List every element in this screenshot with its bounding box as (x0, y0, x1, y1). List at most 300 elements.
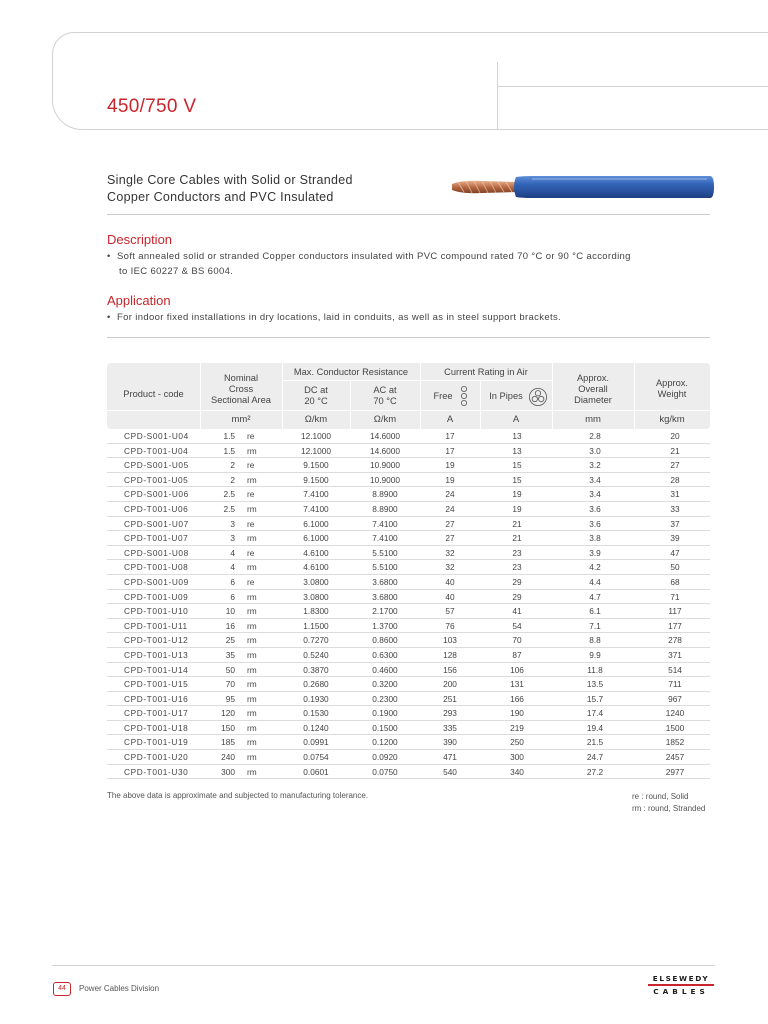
cell-diameter: 3.4 (589, 474, 601, 485)
cell-ac: 10.9000 (370, 474, 400, 485)
cell-code: CPD-S001-U05 (124, 460, 189, 471)
cell-area: 1.5 (223, 445, 235, 456)
th-product-code: Product - code (123, 389, 184, 399)
cell-weight: 1240 (665, 708, 685, 719)
cell-weight: 37 (670, 518, 680, 529)
unit-free: A (446, 414, 454, 425)
cell-diameter: 3.2 (589, 460, 601, 471)
th-free: Free (433, 391, 453, 401)
cell-weight: 20 (670, 431, 680, 441)
cell-type: re (247, 489, 255, 500)
cell-type: rm (247, 722, 257, 733)
table-row (107, 706, 710, 721)
cell-area: 16 (225, 620, 235, 631)
cell-type: rm (247, 679, 257, 690)
cell-code: CPD-S001-U08 (124, 547, 189, 558)
cell-weight: 514 (668, 664, 682, 675)
cell-weight: 47 (670, 547, 680, 558)
cell-dc: 0.1530 (303, 708, 329, 719)
cell-free: 156 (443, 664, 457, 675)
cell-dc: 0.0601 (303, 766, 329, 777)
cell-area: 95 (225, 693, 235, 704)
table-row (107, 502, 710, 517)
th-weight-line-2: Weight (657, 389, 687, 399)
th-current-rating: Current Rating in Air (444, 367, 528, 377)
cell-code: CPD-T001-U06 (124, 503, 189, 514)
cell-area: 3 (230, 533, 235, 544)
cell-dc: 1.1500 (303, 620, 329, 631)
cell-ac: 7.4100 (372, 518, 398, 529)
logo-bar (648, 984, 714, 986)
cell-pipes: 29 (512, 576, 522, 587)
unit-pipes: A (512, 414, 520, 425)
cell-code: CPD-T001-U09 (124, 591, 189, 602)
cell-dc: 0.1930 (303, 693, 329, 704)
cell-weight: 177 (668, 620, 682, 631)
cell-ac: 1.3700 (372, 620, 398, 631)
company-logo (648, 974, 714, 996)
description-text (107, 249, 715, 279)
tolerance-note: The above data is approximate and subjected to manufacturing tolerance. (107, 791, 369, 800)
unit-area: mm² (231, 414, 251, 425)
cell-dc: 0.0754 (303, 752, 329, 763)
cell-code: CPD-T001-U19 (124, 737, 189, 748)
cell-pipes: 41 (512, 606, 522, 617)
cell-diameter: 24.7 (586, 752, 604, 763)
cell-code: CPD-S001-U04 (124, 431, 189, 441)
bullet-icon: • (107, 251, 111, 262)
table-row (107, 517, 710, 532)
unit-dc: Ω/km (304, 414, 328, 425)
cell-diameter: 3.4 (589, 489, 601, 500)
cell-weight: 278 (668, 635, 682, 646)
cell-pipes: 13 (512, 445, 522, 456)
cell-type: re (247, 431, 255, 441)
cell-ac: 3.6800 (372, 591, 398, 602)
cell-code: CPD-T001-U12 (124, 635, 189, 646)
cell-code: CPD-T001-U08 (124, 562, 189, 573)
unit-ac: Ω/km (373, 414, 397, 425)
cell-pipes: 219 (510, 722, 524, 733)
cell-pipes: 19 (512, 489, 522, 500)
cell-ac: 0.1900 (372, 708, 398, 719)
logo-line-2: CABLES (653, 987, 709, 996)
cell-ac: 0.3200 (372, 679, 398, 690)
cell-pipes: 54 (512, 620, 522, 631)
cell-dc: 12.1000 (301, 445, 331, 456)
cell-type: rm (247, 562, 257, 573)
cell-ac: 0.0920 (372, 752, 398, 763)
cell-diameter: 8.8 (589, 635, 601, 646)
cell-area: 1.5 (223, 431, 235, 441)
cell-free: 540 (443, 766, 457, 777)
th-diameter-line-2: Overall (578, 384, 608, 394)
cell-code: CPD-T001-U13 (124, 649, 189, 660)
cell-code: CPD-T001-U04 (124, 445, 189, 456)
cell-free: 27 (445, 533, 455, 544)
cell-weight: 50 (670, 562, 680, 573)
cell-type: rm (247, 620, 257, 631)
th-in-pipes: In Pipes (489, 391, 523, 401)
cell-area: 3 (230, 518, 235, 529)
cell-pipes: 87 (512, 649, 522, 660)
cell-diameter: 9.9 (589, 649, 601, 660)
cell-free: 24 (445, 489, 455, 500)
cell-ac: 5.5100 (372, 562, 398, 573)
th-dc (282, 385, 350, 407)
cell-pipes: 70 (512, 635, 522, 646)
cell-dc: 1.8300 (303, 606, 329, 617)
cell-code: CPD-T001-U16 (124, 693, 189, 704)
cell-ac: 3.6800 (372, 576, 398, 587)
header-divider-horizontal (497, 86, 768, 87)
cell-diameter: 17.4 (586, 708, 604, 719)
cell-code: CPD-T001-U10 (124, 606, 189, 617)
table-row (107, 444, 710, 459)
cell-diameter: 4.4 (589, 576, 601, 587)
table-row (107, 648, 710, 663)
cell-free: 17 (445, 445, 455, 456)
cell-free: 251 (443, 693, 457, 704)
th-ac-line-1: AC at (373, 385, 397, 395)
bullet-icon: • (107, 312, 111, 323)
cell-free: 40 (445, 576, 455, 587)
table-row (107, 692, 710, 707)
cell-area: 4 (230, 562, 235, 573)
cell-dc: 0.7270 (303, 635, 329, 646)
cell-type: rm (247, 474, 257, 485)
cell-code: CPD-T001-U18 (124, 722, 189, 733)
cell-dc: 9.1500 (303, 460, 329, 471)
legend-re: re : round, Solid (632, 792, 689, 801)
cell-diameter: 2.8 (589, 431, 601, 441)
cell-area: 300 (221, 766, 235, 777)
cell-free: 103 (443, 635, 457, 646)
subtitle-line-2: Copper Conductors and PVC Insulated (107, 190, 334, 204)
cell-pipes: 131 (510, 679, 524, 690)
footer-divider (52, 965, 715, 966)
table-row (107, 663, 710, 678)
cell-pipes: 23 (512, 562, 522, 573)
th-max-resistance: Max. Conductor Resistance (293, 367, 409, 377)
cell-type: rm (247, 445, 257, 456)
cell-type: rm (247, 708, 257, 719)
th-diameter (552, 373, 634, 406)
cell-free: 57 (445, 606, 455, 617)
table-row (107, 531, 710, 546)
cell-area: 70 (225, 679, 235, 690)
cell-dc: 12.1000 (301, 431, 331, 441)
cell-weight: 2457 (665, 752, 685, 763)
cell-free: 24 (445, 503, 455, 514)
cell-pipes: 29 (512, 591, 522, 602)
table-row (107, 633, 710, 648)
cell-code: CPD-T001-U11 (124, 620, 188, 631)
cell-ac: 8.8900 (372, 503, 398, 514)
table-row (107, 546, 710, 561)
cell-free: 335 (443, 722, 457, 733)
th-diameter-line-3: Diameter (574, 395, 612, 405)
cell-area: 6 (230, 591, 235, 602)
cell-weight: 68 (670, 576, 680, 587)
cell-code: CPD-T001-U30 (124, 766, 189, 777)
cell-type: rm (247, 649, 257, 660)
cell-pipes: 300 (510, 752, 524, 763)
cell-diameter: 7.1 (589, 620, 601, 631)
cell-type: re (247, 576, 255, 587)
cell-free: 17 (445, 431, 455, 441)
cell-dc: 3.0800 (303, 576, 329, 587)
cell-weight: 1852 (665, 737, 685, 748)
cell-type: rm (247, 766, 257, 777)
cell-weight: 371 (668, 649, 682, 660)
cell-free: 200 (443, 679, 457, 690)
cell-weight: 117 (668, 606, 682, 617)
cell-weight: 28 (670, 474, 680, 485)
cell-free: 76 (445, 620, 455, 631)
cell-dc: 4.6100 (303, 547, 329, 558)
cell-area: 4 (230, 547, 235, 558)
cell-code: CPD-S001-U07 (124, 518, 189, 529)
cell-dc: 7.4100 (303, 489, 329, 500)
cell-ac: 8.8900 (372, 489, 398, 500)
page-number: 44 (53, 982, 71, 996)
cell-free: 32 (445, 562, 455, 573)
cell-weight: 39 (670, 533, 680, 544)
legend-rm: rm : round, Stranded (632, 804, 706, 813)
cell-free: 19 (445, 474, 455, 485)
cell-ac: 2.1700 (372, 606, 398, 617)
cell-area: 2.5 (223, 489, 235, 500)
divider-middle (107, 337, 710, 338)
header-divider (107, 410, 710, 411)
application-text (107, 310, 715, 325)
cell-ac: 0.4600 (372, 664, 398, 675)
cell-area: 25 (225, 635, 235, 646)
cell-diameter: 21.5 (586, 737, 604, 748)
cell-code: CPD-T001-U05 (124, 474, 189, 485)
cell-area: 50 (225, 664, 235, 675)
cell-weight: 2977 (665, 766, 685, 777)
cell-code: CPD-T001-U17 (124, 708, 189, 719)
logo-line-1: ELSEWEDY (652, 974, 710, 983)
th-nominal-line-3: Sectional Area (211, 395, 271, 405)
cell-pipes: 15 (512, 460, 522, 471)
th-nominal-line-2: Cross (228, 384, 254, 394)
cell-pipes: 23 (512, 547, 522, 558)
cell-dc: 6.1000 (303, 518, 329, 529)
cell-free: 128 (443, 649, 457, 660)
table-row (107, 721, 710, 736)
cell-dc: 0.1240 (303, 722, 329, 733)
cell-ac: 5.5100 (372, 547, 398, 558)
trefoil-free-air-icon (459, 384, 469, 408)
cell-ac: 0.6300 (372, 649, 398, 660)
application-line: For indoor fixed installations in dry locations, laid in conduits, as well as in steel support brackets. (117, 312, 562, 323)
th-nominal-line-1: Nominal (223, 373, 259, 383)
description-line-2: to IEC 60227 & BS 6004. (119, 266, 234, 277)
cell-ac: 0.1500 (372, 722, 398, 733)
table-row (107, 487, 710, 502)
cell-dc: 7.4100 (303, 503, 329, 514)
cell-pipes: 166 (510, 693, 524, 704)
cell-dc: 9.1500 (303, 474, 329, 485)
description-line-1: Soft annealed solid or stranded Copper conductors insulated with PVC compound rated 70 °C or 90 °C according (117, 251, 631, 262)
cell-type: rm (247, 635, 257, 646)
cell-ac: 7.4100 (372, 533, 398, 544)
cell-pipes: 340 (510, 766, 524, 777)
cell-weight: 21 (670, 445, 680, 456)
cell-free: 293 (443, 708, 457, 719)
cell-pipes: 19 (512, 503, 522, 514)
cell-ac: 0.1200 (372, 737, 398, 748)
table-row (107, 765, 710, 780)
cable-image (452, 170, 714, 204)
cell-free: 40 (445, 591, 455, 602)
cell-ac: 0.2300 (372, 693, 398, 704)
table-row (107, 750, 710, 765)
cell-ac: 14.6000 (370, 431, 400, 441)
th-diameter-line-1: Approx. (576, 373, 610, 383)
cell-area: 10 (225, 606, 235, 617)
cell-weight: 71 (670, 591, 680, 602)
header-divider (282, 380, 552, 381)
unit-diameter: mm (585, 414, 601, 425)
table-row (107, 473, 710, 488)
cell-diameter: 27.2 (586, 766, 604, 777)
cell-dc: 0.0991 (303, 737, 329, 748)
cell-dc: 6.1000 (303, 533, 329, 544)
cell-type: re (247, 547, 255, 558)
cell-free: 19 (445, 460, 455, 471)
cell-pipes: 13 (512, 431, 522, 441)
th-ac (350, 385, 420, 407)
cell-code: CPD-T001-U15 (124, 679, 189, 690)
cell-free: 471 (443, 752, 457, 763)
cell-area: 35 (225, 649, 235, 660)
cell-diameter: 15.7 (586, 693, 604, 704)
table-row (107, 560, 710, 575)
cell-area: 150 (221, 722, 235, 733)
cell-code: CPD-S001-U09 (124, 576, 189, 587)
subtitle-line-1: Single Core Cables with Solid or Stranded (107, 173, 353, 187)
cell-weight: 31 (670, 489, 680, 500)
footer-division: Power Cables Division (79, 984, 160, 993)
voltage-title: 450/750 V (107, 96, 197, 117)
cell-type: re (247, 518, 255, 529)
cell-area: 120 (221, 708, 235, 719)
cell-area: 185 (221, 737, 235, 748)
cell-type: rm (247, 693, 257, 704)
cell-code: CPD-T001-U20 (124, 752, 189, 763)
cell-weight: 1500 (665, 722, 685, 733)
cell-diameter: 4.2 (589, 562, 601, 573)
cell-pipes: 21 (512, 518, 522, 529)
cell-diameter: 19.4 (586, 722, 604, 733)
cell-ac: 0.0750 (372, 766, 398, 777)
header-divider-vertical (497, 62, 498, 130)
cell-ac: 10.9000 (370, 460, 400, 471)
cell-dc: 0.2680 (303, 679, 329, 690)
th-weight (634, 378, 710, 400)
cell-code: CPD-T001-U07 (124, 533, 189, 544)
cell-dc: 3.0800 (303, 591, 329, 602)
cell-pipes: 250 (510, 737, 524, 748)
table-row (107, 590, 710, 605)
th-weight-line-1: Approx. (655, 378, 689, 388)
application-heading: Application (107, 293, 171, 308)
cell-area: 2 (230, 460, 235, 471)
table-row (107, 604, 710, 619)
cell-pipes: 190 (510, 708, 524, 719)
table-row (107, 458, 710, 473)
cell-diameter: 3.9 (589, 547, 601, 558)
cell-dc: 4.6100 (303, 562, 329, 573)
cell-type: rm (247, 503, 257, 514)
legend-note (632, 791, 705, 815)
cell-ac: 14.6000 (370, 445, 400, 456)
cell-weight: 27 (670, 460, 680, 471)
cell-diameter: 3.6 (589, 503, 601, 514)
cell-diameter: 13.5 (586, 679, 604, 690)
cell-weight: 967 (668, 693, 682, 704)
cell-dc: 0.3870 (303, 664, 329, 675)
cell-pipes: 15 (512, 474, 522, 485)
cell-diameter: 3.0 (589, 445, 601, 456)
cell-code: CPD-T001-U14 (124, 664, 189, 675)
cell-area: 2 (230, 474, 235, 485)
cell-weight: 711 (668, 679, 682, 690)
cell-type: rm (247, 533, 257, 544)
cell-type: rm (247, 664, 257, 675)
cell-diameter: 4.7 (589, 591, 601, 602)
divider-top (107, 214, 710, 215)
th-dc-line-1: DC at (304, 385, 328, 395)
th-nominal (200, 373, 282, 406)
cell-diameter: 3.6 (589, 518, 601, 529)
table-body (107, 429, 710, 779)
cell-diameter: 6.1 (589, 606, 601, 617)
cell-free: 27 (445, 518, 455, 529)
cell-type: rm (247, 591, 257, 602)
table-row (107, 575, 710, 590)
cell-code: CPD-S001-U06 (124, 489, 189, 500)
cell-area: 6 (230, 576, 235, 587)
cell-type: rm (247, 606, 257, 617)
cell-free: 32 (445, 547, 455, 558)
cell-area: 240 (221, 752, 235, 763)
cell-free: 390 (443, 737, 457, 748)
th-dc-line-2: 20 °C (304, 396, 328, 406)
cell-diameter: 3.8 (589, 533, 601, 544)
cell-weight: 33 (670, 503, 680, 514)
cell-dc: 0.5240 (303, 649, 329, 660)
cell-ac: 0.8600 (372, 635, 398, 646)
trefoil-in-pipes-icon (528, 387, 548, 407)
cell-type: rm (247, 752, 257, 763)
table-row (107, 735, 710, 750)
cell-pipes: 106 (510, 664, 524, 675)
table-row (107, 429, 710, 444)
cable-subtitle (107, 172, 353, 206)
cell-type: re (247, 460, 255, 471)
table-row (107, 619, 710, 634)
cell-type: rm (247, 737, 257, 748)
th-ac-line-2: 70 °C (373, 396, 397, 406)
cell-diameter: 11.8 (587, 664, 603, 675)
description-heading: Description (107, 232, 173, 247)
unit-weight: kg/km (659, 414, 685, 425)
